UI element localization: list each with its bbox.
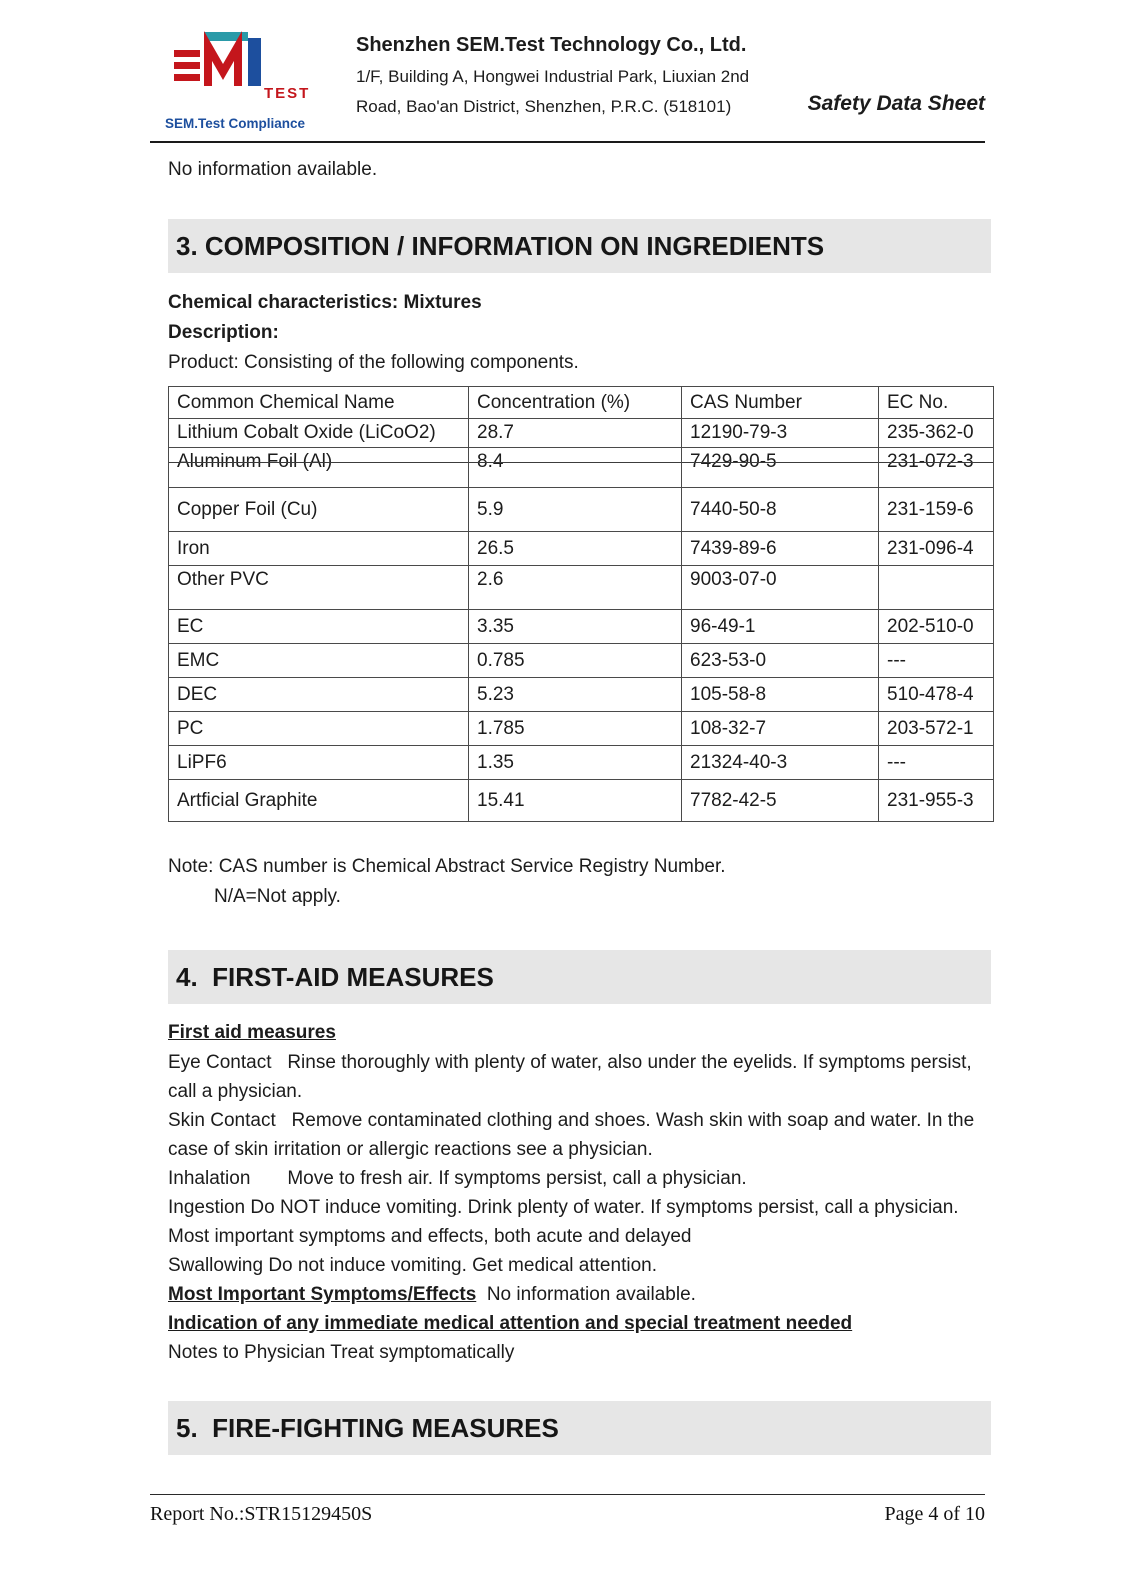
table-cell: 2.6 bbox=[469, 566, 682, 610]
text-line bbox=[168, 1280, 991, 1309]
table-cell: 510-478-4 bbox=[879, 678, 994, 712]
table-cell: 7782-42-5 bbox=[682, 780, 879, 822]
text-line-label: Indication of any immediate medical attention and special treatment needed bbox=[168, 1313, 853, 1334]
table-row bbox=[169, 532, 994, 566]
table-cell: 105-58-8 bbox=[682, 678, 879, 712]
text-line bbox=[168, 1251, 991, 1280]
first-aid-subheading-label: First aid measures bbox=[168, 1022, 336, 1043]
text-line-label: Most Important Symptoms/Effects bbox=[168, 1284, 477, 1305]
table-row bbox=[169, 488, 994, 532]
table-row bbox=[169, 448, 994, 488]
table-cell: 231-096-4 bbox=[879, 532, 994, 566]
first-aid-lines bbox=[168, 1048, 991, 1367]
table-cell: 12190-79-3 bbox=[682, 419, 879, 448]
company-address-line2: Road, Bao'an District, Shenzhen, P.R.C. (518101) bbox=[356, 97, 732, 117]
document-footer bbox=[150, 1494, 985, 1526]
table-cell: 28.7 bbox=[469, 419, 682, 448]
table-cell: 231-955-3 bbox=[879, 780, 994, 822]
table-cell: 21324-40-3 bbox=[682, 746, 879, 780]
table-cell: Artficial Graphite bbox=[169, 780, 469, 822]
table-cell: DEC bbox=[169, 678, 469, 712]
table-row bbox=[169, 712, 994, 746]
text-line bbox=[168, 1222, 991, 1251]
table-row bbox=[169, 678, 994, 712]
product-line: Product: Consisting of the following components. bbox=[168, 352, 579, 373]
table-cell: 5.9 bbox=[469, 488, 682, 532]
company-logo bbox=[150, 30, 320, 131]
table-header-row bbox=[169, 387, 994, 419]
table-cell: 623-53-0 bbox=[682, 644, 879, 678]
report-number: Report No.:STR15129450S bbox=[150, 1503, 373, 1525]
text-line-text: No information available. bbox=[476, 1284, 696, 1305]
section-5-heading: 5. FIRE-FIGHTING MEASURES bbox=[168, 1401, 991, 1455]
text-line bbox=[168, 1106, 991, 1164]
table-cell: --- bbox=[879, 644, 994, 678]
text-line-text: Skin Contact Remove contaminated clothing and shoes. Wash skin with soap and water. In the case of skin irritation or allergic reactions see a physician. bbox=[168, 1110, 980, 1160]
table-cell: Copper Foil (Cu) bbox=[169, 488, 469, 532]
doc-title: Safety Data Sheet bbox=[807, 92, 985, 115]
table-cell: Lithium Cobalt Oxide (LiCoO2) bbox=[169, 419, 469, 448]
table-cell: PC bbox=[169, 712, 469, 746]
table-row bbox=[169, 644, 994, 678]
company-info-block bbox=[356, 30, 776, 118]
na-note: N/A=Not apply. bbox=[214, 886, 341, 907]
text-line bbox=[168, 1338, 991, 1367]
text-line bbox=[168, 1048, 991, 1106]
column-header: Common Chemical Name bbox=[169, 387, 469, 419]
page-number: Page 4 of 10 bbox=[884, 1503, 985, 1525]
table-row bbox=[169, 780, 994, 822]
table-cell: LiPF6 bbox=[169, 746, 469, 780]
table-cell: 203-572-1 bbox=[879, 712, 994, 746]
no-info-text: No information available. bbox=[168, 159, 378, 180]
table-cell: 3.35 bbox=[469, 610, 682, 644]
table-cell: 5.23 bbox=[469, 678, 682, 712]
table-cell: 0.785 bbox=[469, 644, 682, 678]
cas-note: Note: CAS number is Chemical Abstract Service Registry Number. bbox=[168, 856, 726, 877]
table-row bbox=[169, 419, 994, 448]
section-3-heading: 3. COMPOSITION / INFORMATION ON INGREDIENTS bbox=[168, 219, 991, 273]
table-cell: 7440-50-8 bbox=[682, 488, 879, 532]
table-cell: 7429-90-5 bbox=[682, 448, 879, 488]
text-line bbox=[168, 1309, 991, 1338]
table-row bbox=[169, 566, 994, 610]
chemical-characteristics: Chemical characteristics: Mixtures bbox=[168, 292, 482, 313]
column-header: CAS Number bbox=[682, 387, 879, 419]
table-cell: --- bbox=[879, 746, 994, 780]
table-cell: 235-362-0 bbox=[879, 419, 994, 448]
company-name: Shenzhen SEM.Test Technology Co., Ltd. bbox=[356, 34, 747, 56]
section-4-heading: 4. FIRST-AID MEASURES bbox=[168, 950, 991, 1004]
table-cell: 15.41 bbox=[469, 780, 682, 822]
table-cell: Other PVC bbox=[169, 566, 469, 610]
table-cell: 108-32-7 bbox=[682, 712, 879, 746]
text-line-text: Inhalation Move to fresh air. If symptoms persist, call a physician. bbox=[168, 1168, 747, 1189]
table-cell: 202-510-0 bbox=[879, 610, 994, 644]
table-cell: 8.4 bbox=[469, 448, 682, 488]
table-cell: Iron bbox=[169, 532, 469, 566]
table-cell: 7439-89-6 bbox=[682, 532, 879, 566]
text-line-text: Notes to Physician Treat symptomatically bbox=[168, 1342, 515, 1363]
table-cell: 1.35 bbox=[469, 746, 682, 780]
table-cell bbox=[879, 566, 994, 610]
description-label: Description: bbox=[168, 322, 279, 343]
text-line bbox=[168, 1193, 991, 1222]
table-cell: Aluminum Foil (Al) bbox=[169, 448, 469, 488]
logo-graphic bbox=[160, 30, 310, 114]
table-row bbox=[169, 746, 994, 780]
table-cell: 231-159-6 bbox=[879, 488, 994, 532]
first-aid-subheading bbox=[168, 1018, 991, 1048]
table-cell: 26.5 bbox=[469, 532, 682, 566]
document-body bbox=[0, 143, 1121, 1455]
text-line-text: Eye Contact Rinse thoroughly with plenty of water, also under the eyelids. If symptoms persist, call a physician. bbox=[168, 1052, 977, 1102]
table-cell: EC bbox=[169, 610, 469, 644]
table-cell: 1.785 bbox=[469, 712, 682, 746]
text-line-text: Swallowing Do not induce vomiting. Get medical attention. bbox=[168, 1255, 657, 1276]
table-cell: 96-49-1 bbox=[682, 610, 879, 644]
document-header bbox=[0, 0, 1121, 137]
text-line-text: Ingestion Do NOT induce vomiting. Drink plenty of water. If symptoms persist, call a physician. bbox=[168, 1197, 959, 1218]
logo-test-label: TEST bbox=[264, 85, 310, 102]
column-header: EC No. bbox=[879, 387, 994, 419]
table-cell: 9003-07-0 bbox=[682, 566, 879, 610]
text-line-text: Most important symptoms and effects, both acute and delayed bbox=[168, 1226, 692, 1247]
logo-brand-label: SEM.Test Compliance bbox=[164, 116, 306, 131]
column-header: Concentration (%) bbox=[469, 387, 682, 419]
text-line bbox=[168, 1164, 991, 1193]
company-address-line1: 1/F, Building A, Hongwei Industrial Park, Liuxian 2nd bbox=[356, 67, 750, 86]
ingredients-table bbox=[168, 386, 994, 822]
table-cell: 231-072-3 bbox=[879, 448, 994, 488]
table-cell: EMC bbox=[169, 644, 469, 678]
table-row bbox=[169, 610, 994, 644]
